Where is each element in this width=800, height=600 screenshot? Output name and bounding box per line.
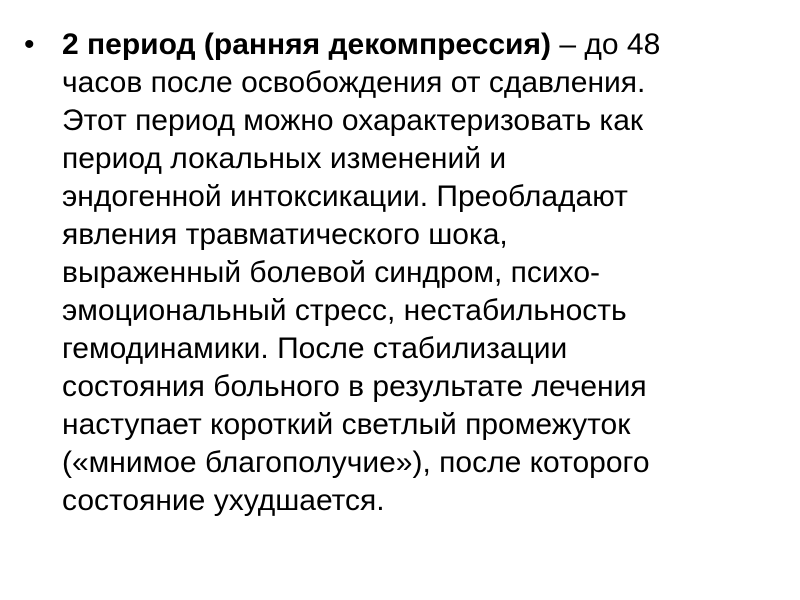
bullet-line: состояние ухудшается. (62, 484, 385, 517)
bullet-line: период локальных изменений и (62, 142, 507, 175)
bullet-line: наступает короткий светлый промежуток (62, 408, 631, 441)
bullet-line: выраженный болевой синдром, психо- (62, 256, 601, 289)
bullet-line: («мнимое благополучие»), после которого (62, 446, 650, 479)
bullet-line: эндогенной интоксикации. Преобладают (62, 180, 628, 213)
bullet-line: гемодинамики. После стабилизации (62, 332, 568, 365)
bullet-heading-rest: – до 48 (551, 28, 661, 61)
bullet-item (24, 26, 774, 520)
bullet-line: состояния больного в результате лечения (62, 370, 647, 403)
bullet-list (24, 26, 774, 520)
bullet-heading: 2 период (ранняя декомпрессия) (62, 28, 551, 61)
bullet-dot-icon: • (24, 28, 35, 61)
bullet-line: эмоциональный стресс, нестабильность (62, 294, 627, 327)
bullet-first-line (62, 26, 774, 64)
bullet-line: часов после освобождения от сдавления. (62, 66, 646, 99)
bullet-line: явления травматического шока, (62, 218, 508, 251)
bullet-line: Этот период можно охарактеризовать как (62, 104, 644, 137)
